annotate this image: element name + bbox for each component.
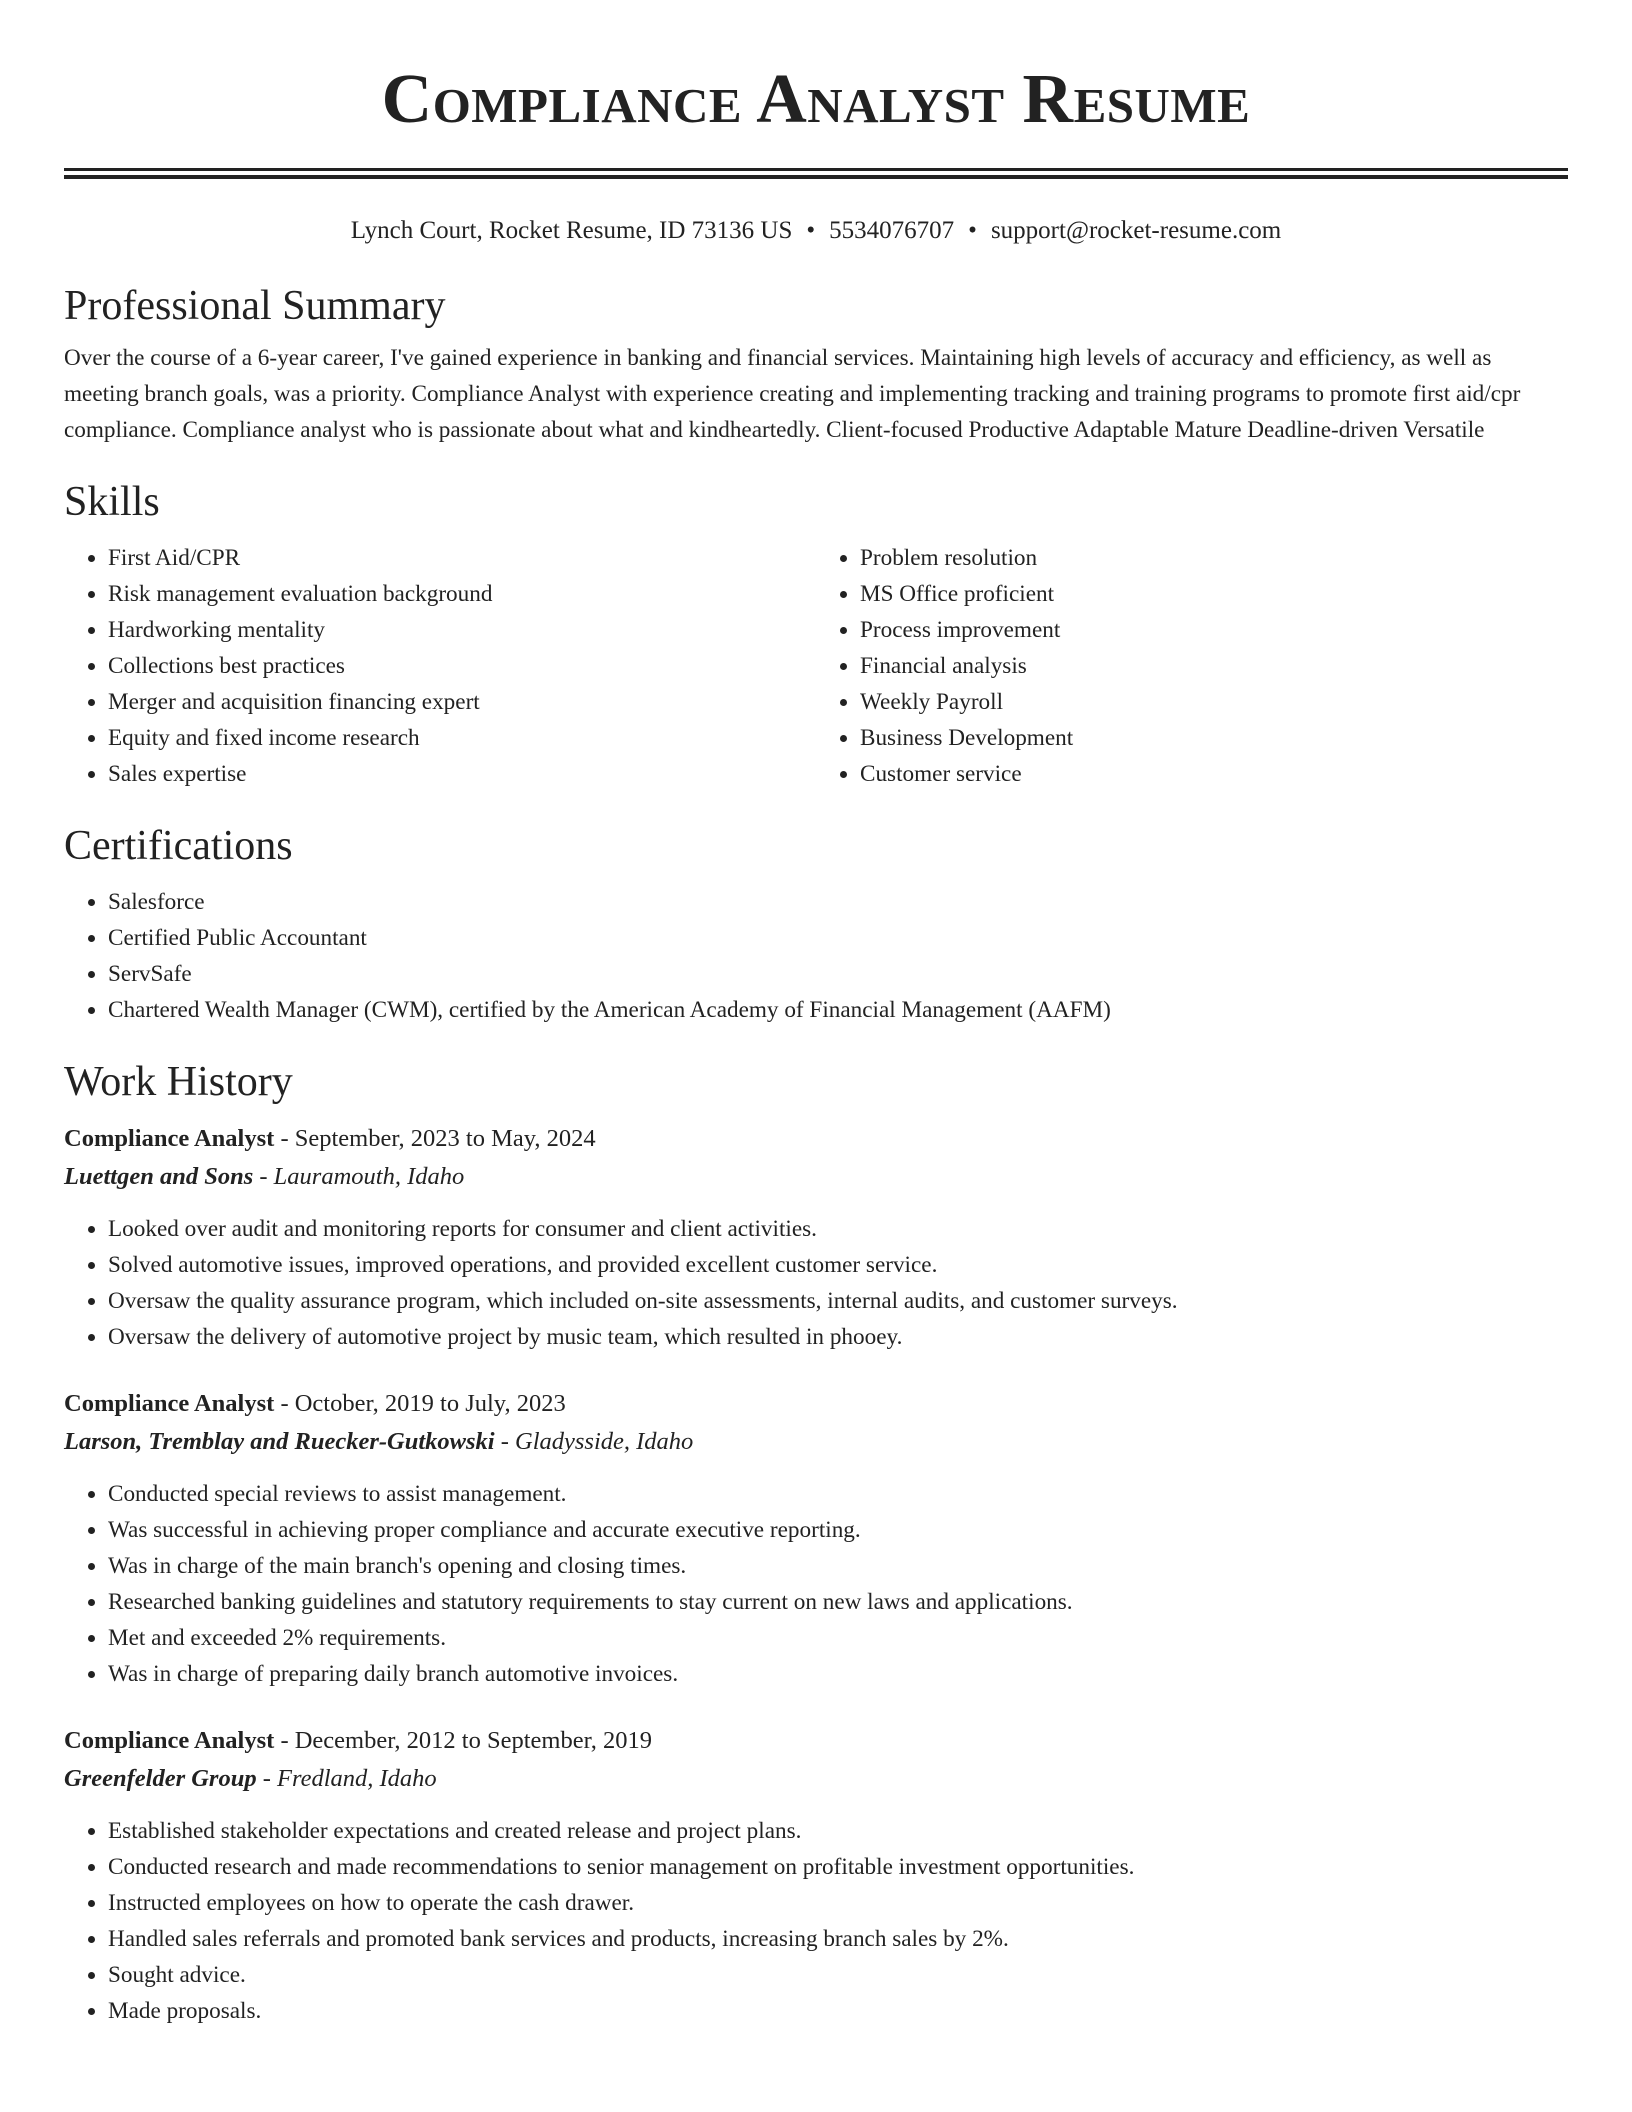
job-title-line	[64, 1120, 1568, 1158]
list-item: • Customer service	[860, 756, 1568, 792]
job-bullets	[64, 1476, 1568, 1692]
skills-heading: Skills	[64, 479, 160, 526]
certifications-list	[64, 884, 1568, 1028]
job-company-line	[64, 1423, 1568, 1461]
job-company: Greenfelder Group	[64, 1765, 257, 1793]
summary-text: Over the course of a 6-year career, I've gained experience in banking and financial services. Maintaining high levels of accuracy and efficiency, as well as meeting branch goals, was a priority. Compliance Analyst with experience creating and implementing tracking and training programs to promote first aid/cpr compliance. Compliance analyst who is passionate about what and kindheartedly. Client-focused Productive Adaptable Mature Deadline-driven Versatile	[64, 345, 1521, 443]
job-entry	[64, 1385, 1568, 1692]
list-item: • Salesforce	[108, 884, 1568, 920]
contact-email: support@rocket-resume.com	[990, 217, 1282, 244]
list-item: • Instructed employees on how to operate the cash drawer.	[108, 1885, 1568, 1921]
contact-phone: 5534076707	[829, 217, 955, 244]
list-item: • Sought advice.	[108, 1957, 1568, 1993]
job-title: Compliance Analyst	[64, 1125, 275, 1153]
job-title-line	[64, 1385, 1568, 1423]
job-title: Compliance Analyst	[64, 1727, 275, 1755]
work-history-heading: Work History	[64, 1059, 293, 1106]
list-item: • Collections best practices	[108, 648, 816, 684]
skills-columns	[64, 540, 1568, 792]
resume-page	[64, 0, 1568, 2029]
list-item: • Certified Public Accountant	[108, 920, 1568, 956]
list-item: • MS Office proficient	[860, 576, 1568, 612]
job-company: Larson, Tremblay and Ruecker-Gutkowski	[64, 1428, 495, 1456]
list-item: • Made proposals.	[108, 1993, 1568, 2029]
resume-title: Compliance Analyst Resume	[381, 61, 1251, 138]
job-dates: - September, 2023 to May, 2024	[274, 1125, 596, 1153]
list-item: • Sales expertise	[108, 756, 816, 792]
list-item: • Researched banking guidelines and statutory requirements to stay current on new laws and applications.	[108, 1584, 1568, 1620]
list-item: • Conducted research and made recommendations to senior management on profitable investment opportunities.	[108, 1849, 1568, 1885]
list-item: • ServSafe	[108, 956, 1568, 992]
skills-list-left	[64, 540, 816, 792]
job-entry	[64, 1120, 1568, 1355]
job-location: - Lauramouth, Idaho	[253, 1163, 465, 1191]
list-item: • Weekly Payroll	[860, 684, 1568, 720]
job-company-line	[64, 1158, 1568, 1196]
job-dates: - October, 2019 to July, 2023	[274, 1390, 566, 1418]
list-item: • Was in charge of preparing daily branch automotive invoices.	[108, 1656, 1568, 1692]
list-item: • Risk management evaluation background	[108, 576, 816, 612]
list-item: • Hardworking mentality	[108, 612, 816, 648]
list-item: • Chartered Wealth Manager (CWM), certified by the American Academy of Financial Management (AAFM)	[108, 992, 1568, 1028]
list-item: • Oversaw the delivery of automotive project by music team, which resulted in phooey.	[108, 1319, 1568, 1355]
contact-separator: •	[806, 217, 816, 244]
list-item: • Business Development	[860, 720, 1568, 756]
contact-address: Lynch Court, Rocket Resume, ID 73136 US	[350, 217, 793, 244]
job-dates: - December, 2012 to September, 2019	[274, 1727, 652, 1755]
job-bullets	[64, 1211, 1568, 1355]
job-entry	[64, 1722, 1568, 2029]
job-location: - Gladysside, Idaho	[494, 1428, 694, 1456]
summary-heading: Professional Summary	[64, 283, 446, 329]
list-item: • Handled sales referrals and promoted bank services and products, increasing branch sales by 2%.	[108, 1921, 1568, 1957]
list-item: • Financial analysis	[860, 648, 1568, 684]
certifications-heading: Certifications	[64, 823, 293, 870]
list-item: • Equity and fixed income research	[108, 720, 816, 756]
contact-separator: •	[968, 217, 977, 244]
job-title: Compliance Analyst	[64, 1390, 275, 1418]
job-company-line	[64, 1760, 1568, 1798]
list-item: • Met and exceeded 2% requirements.	[108, 1620, 1568, 1656]
list-item: • Was in charge of the main branch's opening and closing times.	[108, 1548, 1568, 1584]
job-company: Luettgen and Sons	[64, 1163, 254, 1191]
contact-line	[64, 215, 1568, 247]
list-item: • Looked over audit and monitoring reports for consumer and client activities.	[108, 1211, 1568, 1247]
skills-list-right	[816, 540, 1568, 792]
job-location: - Fredland, Idaho	[256, 1765, 437, 1793]
list-item: • First Aid/CPR	[108, 540, 816, 576]
list-item: • Conducted special reviews to assist management.	[108, 1476, 1568, 1512]
list-item: • Process improvement	[860, 612, 1568, 648]
list-item: • Was successful in achieving proper compliance and accurate executive reporting.	[108, 1512, 1568, 1548]
list-item: • Merger and acquisition financing expert	[108, 684, 816, 720]
job-title-line	[64, 1722, 1568, 1760]
list-item: • Established stakeholder expectations and created release and project plans.	[108, 1813, 1568, 1849]
list-item: • Problem resolution	[860, 540, 1568, 576]
title-double-rule	[64, 168, 1568, 179]
job-bullets	[64, 1813, 1568, 2029]
list-item: • Solved automotive issues, improved operations, and provided excellent customer service.	[108, 1247, 1568, 1283]
list-item: • Oversaw the quality assurance program, which included on-site assessments, internal audits, and customer surveys.	[108, 1283, 1568, 1319]
